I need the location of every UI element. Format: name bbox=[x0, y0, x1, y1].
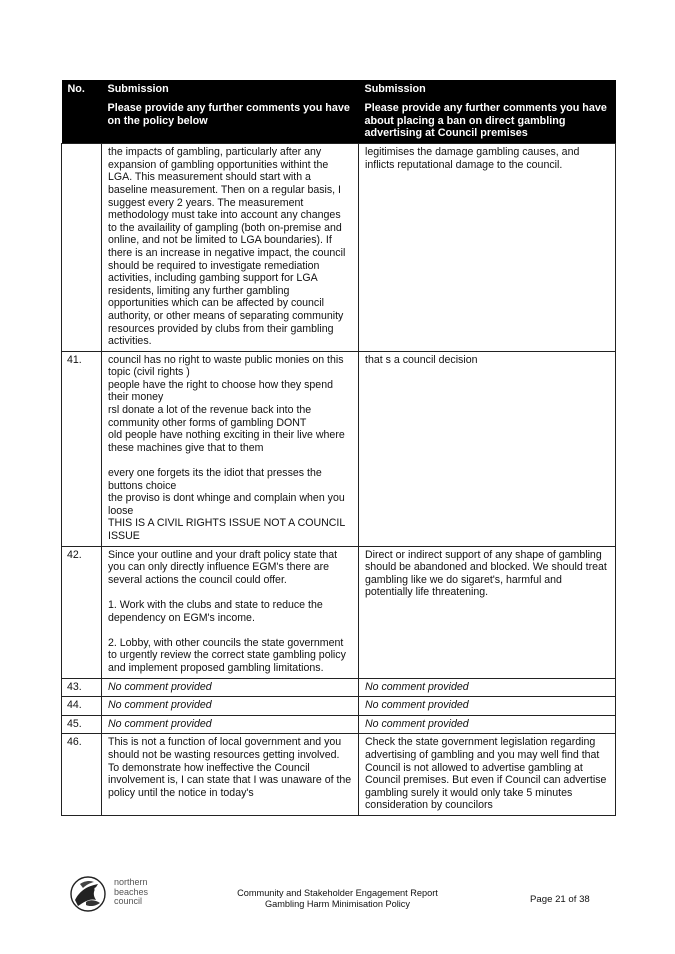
table-row bbox=[62, 734, 616, 816]
header-number: No. bbox=[62, 80, 102, 98]
advertising-comment-cell: No comment provided bbox=[359, 715, 616, 734]
table-header bbox=[62, 80, 616, 144]
row-number: 41. bbox=[62, 351, 102, 546]
footer-policy-title: Gambling Harm Minimisation Policy bbox=[265, 899, 410, 909]
advertising-comment-cell: No comment provided bbox=[359, 697, 616, 716]
row-number: 43. bbox=[62, 678, 102, 697]
policy-comment-cell: No comment provided bbox=[102, 678, 359, 697]
header-col-a-question: Please provide any further comments you have on the policy below bbox=[102, 98, 359, 144]
table-row bbox=[62, 697, 616, 716]
row-number bbox=[62, 144, 102, 352]
submissions-table bbox=[61, 80, 616, 816]
table-row bbox=[62, 678, 616, 697]
page-number: Page 21 of 38 bbox=[530, 894, 590, 905]
advertising-comment-cell: No comment provided bbox=[359, 678, 616, 697]
policy-comment-cell: No comment provided bbox=[102, 715, 359, 734]
table-row bbox=[62, 715, 616, 734]
row-number: 46. bbox=[62, 734, 102, 816]
advertising-comment-cell: legitimises the damage gambling causes, and inflicts reputational damage to the council. bbox=[359, 144, 616, 352]
policy-comment-cell: No comment provided bbox=[102, 697, 359, 716]
table-row bbox=[62, 546, 616, 678]
policy-comment-cell: council has no right to waste public monies on this topic (civil rights ) people have the right to choose how they spend their money rsl donate a lot of the revenue back into the community other forms of gambling DONT old people have nothing exciting in their live where these machines give that to them every one forgets its the idiot that presses the buttons choice the proviso is dont whinge and complain when you loose THIS IS A CIVIL RIGHTS ISSUE NOT A COUNCIL ISSUE bbox=[102, 351, 359, 546]
policy-comment-cell: This is not a function of local government and you should not be wasting resources getting involved. To demonstrate how ineffective the Council involvement is, I can state that I was unaware of the policy until the notice in today's bbox=[102, 734, 359, 816]
header-number-spacer bbox=[62, 98, 102, 144]
policy-comment-cell: Since your outline and your draft policy state that you can only directly influence EGM's there are several actions the council could offer. 1. Work with the clubs and state to reduce the dependency on EGM's income. 2. Lobby, with other councils the state government to urgently review the correct state gambling policy and implement proposed gambling limitations. bbox=[102, 546, 359, 678]
table-body bbox=[62, 144, 616, 816]
advertising-comment-cell: Check the state government legislation regarding advertising of gambling and you may well find that Council is not allowed to advertise gambling at Council premises. But even if Council can advertise gambling surely it would only take 5 minutes consideration by councilors bbox=[359, 734, 616, 816]
council-logo bbox=[66, 872, 216, 920]
table-row bbox=[62, 144, 616, 352]
row-number: 44. bbox=[62, 697, 102, 716]
footer-report-title: Community and Stakeholder Engagement Report bbox=[237, 888, 438, 898]
row-number: 45. bbox=[62, 715, 102, 734]
advertising-comment-cell: that s a council decision bbox=[359, 351, 616, 546]
table-row bbox=[62, 351, 616, 546]
row-number: 42. bbox=[62, 546, 102, 678]
header-col-a-title: Submission bbox=[102, 80, 359, 98]
council-logo-icon bbox=[66, 872, 110, 916]
policy-comment-cell: the impacts of gambling, particularly after any expansion of gambling opportunities withint the LGA. This measurement should start with a baseline measurement. Then on a regular basis, I suggest every 2 years. The measurement methodology must take into account any changes to the availaility of gampling (both on-premise and online, and not be limited to LGA boundaries). If there is an increase in negative impact, the council should be required to investigate remediation activities, including gambing support for LGA residents, limiting any further gambling opportunities which can be affected by council authority, or other means of separating community resources provided by clubs from their gambling activities. bbox=[102, 144, 359, 352]
header-col-b-question: Please provide any further comments you have about placing a ban on direct gambling advertising at Council premises bbox=[359, 98, 616, 144]
header-col-b-title: Submission bbox=[359, 80, 616, 98]
advertising-comment-cell: Direct or indirect support of any shape of gambling should be abandoned and blocked. We should treat gambling like we do sigaret's, harmful and potentially life threatening. bbox=[359, 546, 616, 678]
footer-title-block bbox=[230, 888, 445, 910]
council-logo-text: northern beaches council bbox=[114, 877, 149, 906]
